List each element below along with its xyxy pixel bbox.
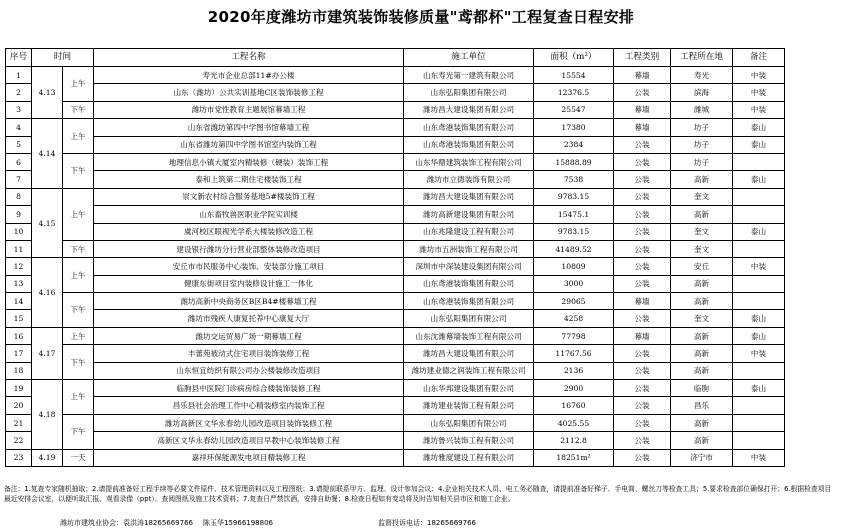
cell-type: 公装 — [614, 310, 671, 327]
cell-name: 潍坊市党性教育主题展馆幕墙工程 — [94, 101, 404, 118]
header-unit: 施工单位 — [404, 49, 534, 67]
cell-name: 临朐县中医院门诊病房综合楼装饰装修工程 — [94, 380, 404, 397]
footer-second-contact: 陈玉华15966198806 — [203, 519, 273, 527]
cell-loc: 高新 — [671, 206, 733, 223]
table-row — [6, 449, 785, 466]
cell-loc: 坊子 — [671, 153, 733, 170]
date-cell: 4.17 — [32, 327, 63, 379]
table-row — [6, 101, 785, 118]
cell-unit: 潍坊鲁兴装饰工程有限公司 — [404, 432, 534, 449]
cell-remark: 中装 — [733, 67, 785, 84]
cell-type: 公装 — [614, 397, 671, 414]
cell-seq: 2 — [6, 84, 32, 101]
table-row — [6, 310, 785, 327]
cell-type: 公装 — [614, 206, 671, 223]
cell-unit: 山东寿光第一建筑有限公司 — [404, 67, 534, 84]
cell-name: 山东畜牧兽医职业学院实训楼 — [94, 206, 404, 223]
cell-name: 潍坊高新区文华永春幼儿园改造项目装饰装修工程 — [94, 414, 404, 431]
cell-remark — [733, 206, 785, 223]
cell-unit: 潍坊高新建设集团有限公司 — [404, 206, 534, 223]
period-cell: 上午 — [63, 67, 94, 102]
cell-type: 公装 — [614, 258, 671, 275]
cell-seq: 12 — [6, 258, 32, 275]
cell-loc: 潍城 — [671, 101, 733, 118]
cell-name: 建设银行潍坊分行营业部整体装修改造项目 — [94, 240, 404, 257]
cell-unit: 山东沈潍幕墙装饰工程有限公司 — [404, 327, 534, 344]
cell-remark: 中装 — [733, 101, 785, 118]
cell-area: 25547 — [534, 101, 614, 118]
cell-unit: 山东鸢港装饰集团有限公司 — [404, 275, 534, 292]
cell-area: 2384 — [534, 136, 614, 153]
cell-seq: 1 — [6, 67, 32, 84]
cell-unit: 潍坊市五洲装饰工程有限公司 — [404, 240, 534, 257]
cell-unit: 山东弘阳集团有限公司 — [404, 310, 534, 327]
table-row — [6, 119, 785, 136]
table-row — [6, 258, 785, 275]
cell-seq: 17 — [6, 345, 32, 362]
cell-remark — [733, 293, 785, 310]
cell-type: 公装 — [614, 84, 671, 101]
cell-area: 17380 — [534, 119, 614, 136]
period-cell: 下午 — [63, 101, 94, 118]
cell-remark — [733, 432, 785, 449]
cell-loc: 高新 — [671, 345, 733, 362]
cell-unit: 深圳市中深装建设集团有限公司 — [404, 258, 534, 275]
cell-seq: 8 — [6, 188, 32, 205]
table-row — [6, 414, 785, 431]
cell-name: 山东省潍坊第四中学图书馆室内装饰工程 — [94, 136, 404, 153]
table-row — [6, 432, 785, 449]
cell-unit: 潍坊昌大建设集团有限公司 — [404, 101, 534, 118]
table-row — [6, 206, 785, 223]
period-cell: 下午 — [63, 414, 94, 449]
cell-remark — [733, 153, 785, 170]
cell-remark — [733, 414, 785, 431]
table-row — [6, 67, 785, 84]
table-row — [6, 153, 785, 170]
cell-unit: 山东华鼎建筑装饰工程有限公司 — [404, 153, 534, 170]
cell-loc: 昌乐 — [671, 397, 733, 414]
cell-type: 幕墙 — [614, 327, 671, 344]
cell-remark: 泰山 — [733, 171, 785, 188]
cell-loc: 奎文 — [671, 240, 733, 257]
notes-text: 备注：1.复查专家随机抽取；2.请提前准备好工程手续等必要文件原件、技术管理资料以及工程图纸；3.请提前联系甲方、监理、设计参加会议；4.企业相关技术人员、电工务必随查，请提前准备好梯子、手电筒、螺丝刀等检查工具；5.要求检查部位确保打开；6.根据检查项目最近安排会议室，以便听取汇报、观看录像（ppt）、查阅图纸及施工技术资料；7.复查日严禁饮酒，安排自助餐；8.检查日程如有变动将及时告知相关县市区和施工企业。 — [4, 485, 832, 503]
cell-name: 嘉祥环保能源发电项目精装修工程 — [94, 449, 404, 466]
table-row — [6, 362, 785, 379]
cell-name: 高新区文华永春幼儿园改造项目早教中心装饰装修工程 — [94, 432, 404, 449]
cell-seq: 21 — [6, 414, 32, 431]
period-cell: 上午 — [63, 327, 94, 344]
cell-unit: 潍坊昌大建设集团有限公司 — [404, 345, 534, 362]
cell-seq: 6 — [6, 153, 32, 170]
cell-type: 公装 — [614, 362, 671, 379]
cell-unit: 山东华邦建设集团有限公司 — [404, 380, 534, 397]
table-row — [6, 293, 785, 310]
cell-remark: 泰山 — [733, 380, 785, 397]
table-row — [6, 188, 785, 205]
cell-seq: 13 — [6, 275, 32, 292]
cell-area: 2112.8 — [534, 432, 614, 449]
cell-seq: 14 — [6, 293, 32, 310]
cell-type: 公装 — [614, 345, 671, 362]
cell-type: 公装 — [614, 188, 671, 205]
date-cell: 4.16 — [32, 258, 63, 328]
cell-loc: 奎文 — [671, 188, 733, 205]
cell-type: 幕墙 — [614, 67, 671, 84]
cell-name: 寿光市企业总部11#办公楼 — [94, 67, 404, 84]
cell-remark — [733, 240, 785, 257]
cell-remark: 中装 — [733, 345, 785, 362]
cell-unit: 山东鸢港装饰集团有限公司 — [404, 293, 534, 310]
cell-name: 崇文新农村综合服务基地5#楼装饰工程 — [94, 188, 404, 205]
cell-name: 山东恒宜纺织有限公司办公楼装修改造项目 — [94, 362, 404, 379]
cell-area: 41489.52 — [534, 240, 614, 257]
cell-loc: 安丘 — [671, 258, 733, 275]
period-cell: 下午 — [63, 240, 94, 257]
cell-seq: 22 — [6, 432, 32, 449]
cell-area: 29065 — [534, 293, 614, 310]
cell-area: 77798 — [534, 327, 614, 344]
cell-name: 虞河校区眼视光学系大楼装修改造工程 — [94, 223, 404, 240]
cell-area: 15888.89 — [534, 153, 614, 170]
cell-area: 11767.56 — [534, 345, 614, 362]
cell-name: 健康东街项目室内装修设计施工一体化 — [94, 275, 404, 292]
cell-loc: 高新 — [671, 432, 733, 449]
table-row — [6, 136, 785, 153]
header-area: 面积（m²） — [534, 49, 614, 67]
cell-seq: 19 — [6, 380, 32, 397]
cell-remark — [733, 362, 785, 379]
cell-loc: 高新 — [671, 414, 733, 431]
cell-unit: 潍坊雅度建设工程有限公司 — [404, 449, 534, 466]
cell-loc: 高新 — [671, 327, 733, 344]
cell-remark — [733, 188, 785, 205]
cell-remark — [733, 397, 785, 414]
cell-remark: 中装 — [733, 449, 785, 466]
cell-type: 公装 — [614, 380, 671, 397]
cell-unit: 潍坊建业德之润装饰工程有限公司 — [404, 362, 534, 379]
cell-seq: 10 — [6, 223, 32, 240]
cell-area: 16760 — [534, 397, 614, 414]
cell-unit: 潍坊昌大建设集团有限公司 — [404, 188, 534, 205]
period-cell: 上午 — [63, 188, 94, 240]
cell-loc: 奎文 — [671, 310, 733, 327]
cell-type: 公装 — [614, 414, 671, 431]
date-cell: 4.19 — [32, 449, 63, 466]
cell-type: 公装 — [614, 153, 671, 170]
cell-loc: 临朐 — [671, 380, 733, 397]
cell-area: 10809 — [534, 258, 614, 275]
header-loc: 工程所在地 — [671, 49, 733, 67]
cell-remark: 泰山 — [733, 136, 785, 153]
cell-remark: 泰山 — [733, 223, 785, 240]
cell-unit: 山东鸢港装饰集团有限公司 — [404, 136, 534, 153]
cell-area: 15554 — [534, 67, 614, 84]
period-cell: 下午 — [63, 345, 94, 380]
table-row — [6, 171, 785, 188]
footer-association-contact: 潍坊市建筑业协会：袁洪涛18265669766 — [60, 519, 193, 527]
cell-seq: 16 — [6, 327, 32, 344]
cell-loc: 滨海 — [671, 84, 733, 101]
cell-name: 山东（潍坊）公共实训基地C区装饰装修工程 — [94, 84, 404, 101]
cell-type: 幕墙 — [614, 293, 671, 310]
table-row — [6, 223, 785, 240]
table-row — [6, 380, 785, 397]
date-cell: 4.13 — [32, 67, 63, 119]
cell-loc: 高新 — [671, 362, 733, 379]
cell-area: 2136 — [534, 362, 614, 379]
cell-unit: 山东弘阳集团有限公司 — [404, 84, 534, 101]
header-name: 工程名称 — [94, 49, 404, 67]
footer-complaint-hotline: 监督投诉电话：18265669766 — [378, 519, 476, 527]
table-header-row — [6, 49, 785, 67]
cell-seq: 15 — [6, 310, 32, 327]
table-row — [6, 275, 785, 292]
table-row — [6, 84, 785, 101]
cell-area: 2900 — [534, 380, 614, 397]
cell-seq: 5 — [6, 136, 32, 153]
table-row — [6, 345, 785, 362]
cell-unit: 潍坊市立德装饰有限公司 — [404, 171, 534, 188]
cell-seq: 9 — [6, 206, 32, 223]
cell-remark — [733, 275, 785, 292]
cell-name: 潍坊高新中央商务区B区B4#楼幕墙工程 — [94, 293, 404, 310]
cell-type: 公装 — [614, 275, 671, 292]
cell-seq: 11 — [6, 240, 32, 257]
cell-area: 18251m² — [534, 449, 614, 466]
cell-type: 公装 — [614, 223, 671, 240]
cell-loc: 坊子 — [671, 119, 733, 136]
date-cell: 4.14 — [32, 119, 63, 189]
cell-name: 丰蕾苑被动式住宅项目装饰装修工程 — [94, 345, 404, 362]
cell-type: 公装 — [614, 171, 671, 188]
cell-loc: 济宁市 — [671, 449, 733, 466]
cell-area: 9783.15 — [534, 188, 614, 205]
cell-seq: 3 — [6, 101, 32, 118]
cell-type: 公装 — [614, 136, 671, 153]
header-seq: 序号 — [6, 49, 32, 67]
table-row — [6, 327, 785, 344]
cell-name: 潍坊交运贸易广场一期幕墙工程 — [94, 327, 404, 344]
cell-loc: 高新 — [671, 171, 733, 188]
cell-area: 15475.1 — [534, 206, 614, 223]
cell-unit: 山东兆隆建设工程有限公司 — [404, 223, 534, 240]
table-row — [6, 397, 785, 414]
cell-area: 7538 — [534, 171, 614, 188]
cell-remark: 泰山 — [733, 327, 785, 344]
cell-name: 潍坊市残疾人康复托养中心康复大厅 — [94, 310, 404, 327]
cell-name: 地理信息小镇大厦室内精装修（硬装）装饰工程 — [94, 153, 404, 170]
cell-name: 安丘市市民服务中心装饰、安装部分施工项目 — [94, 258, 404, 275]
cell-remark: 中装 — [733, 84, 785, 101]
cell-seq: 18 — [6, 362, 32, 379]
table-row — [6, 240, 785, 257]
cell-seq: 20 — [6, 397, 32, 414]
cell-type: 公装 — [614, 432, 671, 449]
period-cell: 上午 — [63, 380, 94, 415]
header-type: 工程类别 — [614, 49, 671, 67]
schedule-table — [5, 48, 785, 467]
cell-remark: 泰山 — [733, 310, 785, 327]
header-time: 时间 — [32, 49, 94, 67]
cell-type: 幕墙 — [614, 119, 671, 136]
period-cell: 下午 — [63, 293, 94, 328]
cell-area: 4025.55 — [534, 414, 614, 431]
cell-area: 4258 — [534, 310, 614, 327]
cell-name: 昌乐县社会治理工作中心精装修室内装饰工程 — [94, 397, 404, 414]
period-cell: 上午 — [63, 258, 94, 293]
cell-type: 公装 — [614, 449, 671, 466]
cell-name: 山东省潍坊第四中学图书馆幕墙工程 — [94, 119, 404, 136]
cell-seq: 4 — [6, 119, 32, 136]
cell-area: 12376.5 — [534, 84, 614, 101]
cell-loc: 寿光 — [671, 67, 733, 84]
cell-type: 公装 — [614, 240, 671, 257]
cell-unit: 潍坊建业装饰工程有限公司 — [404, 397, 534, 414]
cell-loc: 高新 — [671, 293, 733, 310]
cell-unit: 山东鸢港装饰集团有限公司 — [404, 119, 534, 136]
page-title: 2020年度潍坊市建筑装饰装修质量"鸢都杯"工程复查日程安排 — [207, 8, 635, 26]
cell-loc: 奎文 — [671, 223, 733, 240]
period-cell: 下午 — [63, 153, 94, 188]
cell-area: 9783.15 — [534, 223, 614, 240]
cell-area: 3000 — [534, 275, 614, 292]
cell-remark: 中装 — [733, 258, 785, 275]
date-cell: 4.18 — [32, 380, 63, 450]
header-remark: 备注 — [733, 49, 785, 67]
cell-remark: 泰山 — [733, 119, 785, 136]
cell-unit: 山东弘阳集团有限公司 — [404, 414, 534, 431]
cell-name: 泰和上筑第二期住宅楼装饰工程 — [94, 171, 404, 188]
cell-type: 幕墙 — [614, 101, 671, 118]
date-cell: 4.15 — [32, 188, 63, 258]
period-cell: 上午 — [63, 119, 94, 154]
period-cell: 一天 — [63, 449, 94, 466]
cell-loc: 坊子 — [671, 136, 733, 153]
cell-seq: 23 — [6, 449, 32, 466]
cell-seq: 7 — [6, 171, 32, 188]
cell-loc: 高新 — [671, 275, 733, 292]
